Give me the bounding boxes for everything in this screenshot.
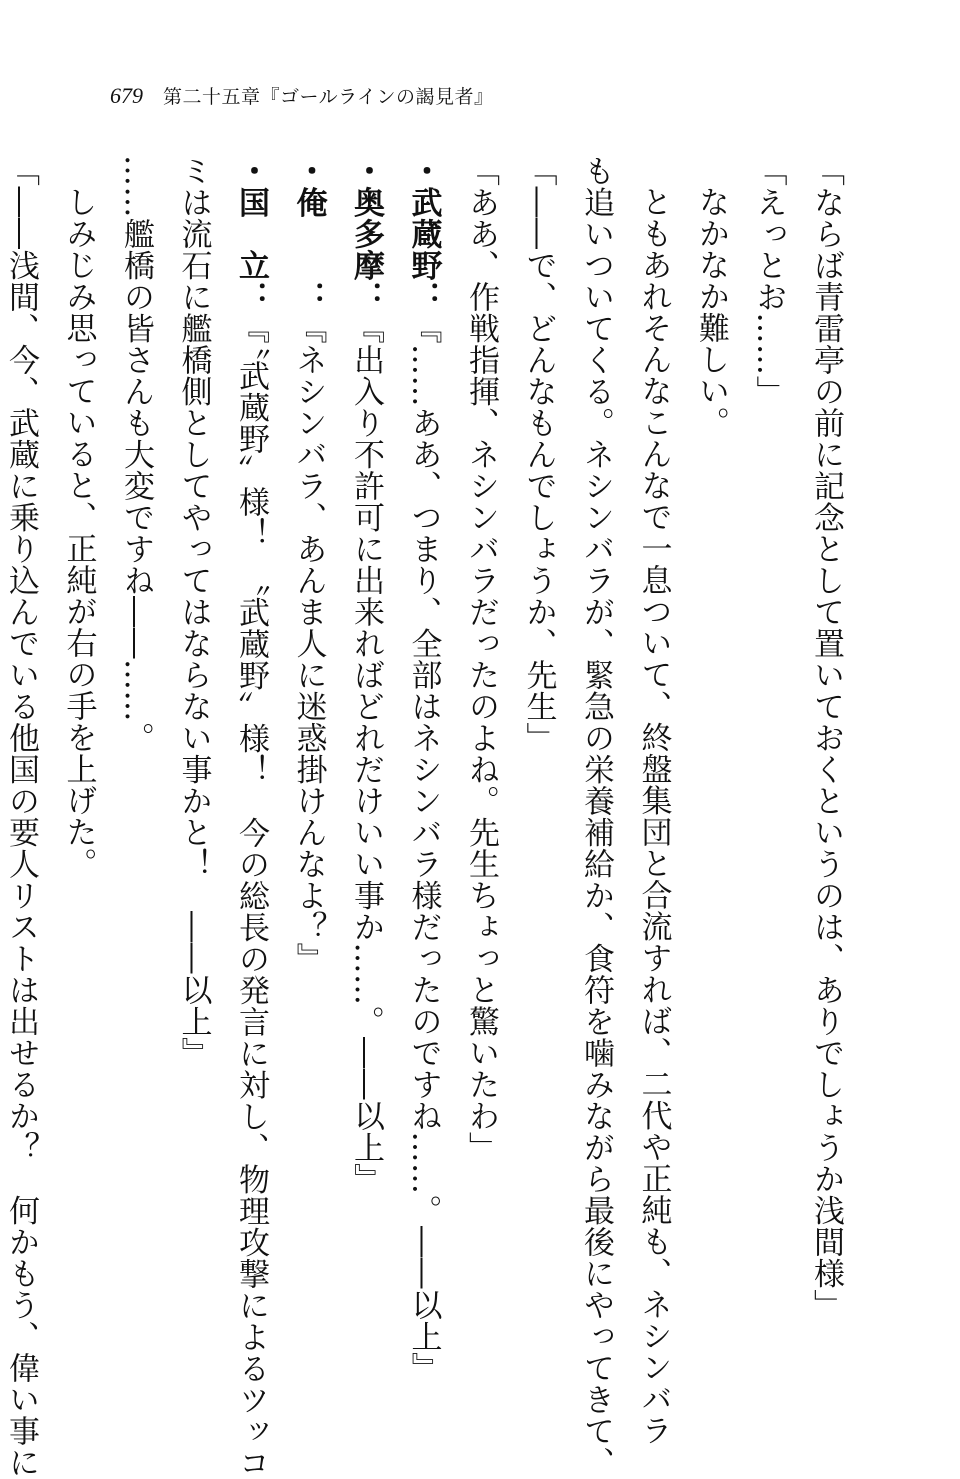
chapter-title: 第二十五章『ゴールラインの謁見者』 <box>163 86 494 108</box>
speaker-text-okutama: 『出入り不許可に出来ればどれだけいい事か……。――以上』 <box>348 312 384 1195</box>
page-header <box>110 82 494 109</box>
text-line-6: 「――で、どんなもんでしょうか、先生」 <box>520 155 557 754</box>
text-line-14: しみじみ思っていると、正純が右の手を上げた。 <box>60 186 97 879</box>
text-line-15: 「――浅間、今、武蔵に乗り込んでいる他国の要人リストは出せるか？ 何かもう、偉い事に <box>3 155 39 1478</box>
text-line-9 <box>337 155 395 1275</box>
text-line-5: も追いついてくる。ネシンバラが、緊急の栄養補給か、食符を噛みながら最後にやってきて、 <box>578 155 614 1478</box>
speaker-text-kunitachi: 『〝武蔵野〟様！ 〝武蔵野〟様！ 今の総長の発言に対し、物理攻撃によるツッコ <box>233 312 269 1479</box>
speaker-label-ore: ・俺 ： <box>290 155 327 313</box>
page-number: 679 <box>110 83 143 108</box>
speaker-label-musashino: ・武蔵野： <box>405 155 442 313</box>
text-line-11 <box>222 155 280 1479</box>
text-line-7: 「ああ、作戦指揮、ネシンバラだったのよね。先生ちょっと驚いたわ」 <box>463 155 499 1163</box>
text-line-12: ミは流石に艦橋側としてやってはならない事かと！ ――以上』 <box>175 155 212 1069</box>
text-line-3: なかなか難しい。 <box>693 186 729 438</box>
text-line-13: ……艦橋の皆さんも大変ですね――……。 <box>118 155 154 754</box>
speaker-text-musashino: 『……ああ、つまり、全部はネシンバラ様だったのですね……。――以上』 <box>405 312 442 1384</box>
text-line-1: 「ならば青雷亭の前に記念として置いておくというのは、ありでしょうか浅間様」 <box>808 155 844 1321</box>
text-line-10 <box>279 155 337 1275</box>
speaker-label-kunitachi: ・国 立： <box>233 155 269 313</box>
body-text <box>3 155 854 1479</box>
text-line-8 <box>394 155 452 1384</box>
speaker-text-ore: 『ネシンバラ、あんま人に迷惑掛けんなよ？』 <box>290 312 327 974</box>
text-line-2: 「えっとお……」 <box>750 155 787 407</box>
text-line-4: ともあれそんなこんなで一息ついて、終盤集団と合流すれば、二代や正純も、ネシンバラ <box>635 186 672 1446</box>
speaker-label-okutama: ・奥多摩： <box>348 155 384 313</box>
